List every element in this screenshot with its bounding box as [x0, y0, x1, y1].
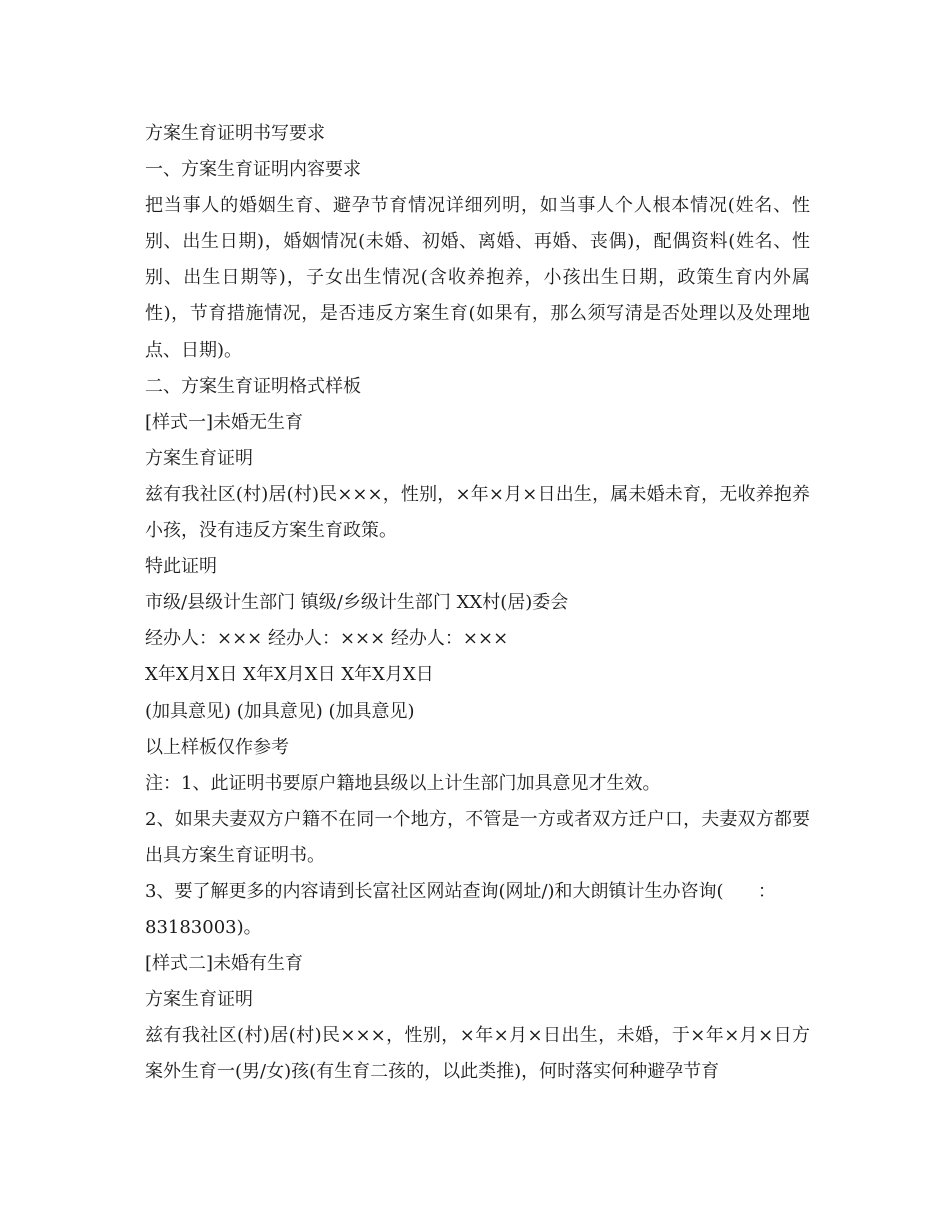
sample1-body: 兹有我社区(村)居(村)民×××，性别，×年×月×日出生，属未婚未育，无收养抱养小孩，没有违反方案生育政策。 [145, 483, 810, 542]
document-body [145, 116, 810, 1091]
document-title: 方案生育证明书写要求 [145, 123, 325, 144]
note-1: 注：1、此证明书要原户籍地县级以上计生部门加具意见才生效。 [145, 772, 661, 794]
note-2: 2、如果夫妻双方户籍不在同一个地方，不管是一方或者双方迁户口，夫妻双方都要出具方案生育证明书。 [145, 808, 810, 866]
sample2-label: [样式二]未婚有生育 [145, 953, 304, 975]
sample1-reference: 以上样板仅作参考 [145, 736, 289, 758]
sample1-certify: 特此证明 [145, 556, 217, 578]
sample1-label: [样式一]未婚无生育 [145, 411, 304, 433]
note-3-line-1: 3、要了解更多的内容请到长富社区网站查询(网址/)和大朗镇计生办咨询( ： [145, 880, 776, 902]
sample2-cert-title: 方案生育证明 [145, 989, 253, 1011]
sample1-dates: X年X月X日 X年X月X日 X年X月X日 [145, 664, 434, 686]
sample1-handlers: 经办人：××× 经办人：××× 经办人：××× [145, 628, 509, 650]
section2-heading: 二、方案生育证明格式样板 [145, 375, 361, 397]
sample1-departments: 市级/县级计生部门 镇级/乡级计生部门 XX村(居)委会 [145, 592, 569, 614]
sample2-body: 兹有我社区(村)居(村)民×××，性别，×年×月×日出生，未婚，于×年×月×日方案外生育一(男/女)孩(有生育二孩的，以此类推)，何时落实何种避孕节育 [145, 1025, 810, 1083]
sample1-opinions: (加具意见) (加具意见) (加具意见) [145, 700, 415, 722]
section1-paragraph: 把当事人的婚姻生育、避孕节育情况详细列明，如当事人个人根本情况(姓名、性别、出生日期)，婚姻情况(未婚、初婚、离婚、再婚、丧偶)，配偶资料(姓名、性别、出生日期等)，子女出生情况(含收养抱养，小孩出生日期，政策生育内外属性)，节育措施情况，是否违反方案生育(如果有，那么须写清是否处理以及处理地点、日期)。 [145, 195, 810, 361]
note-3-line-2: 83183003)。 [145, 917, 262, 939]
sample1-cert-title: 方案生育证明 [145, 447, 253, 469]
section1-heading: 一、方案生育证明内容要求 [145, 159, 361, 181]
